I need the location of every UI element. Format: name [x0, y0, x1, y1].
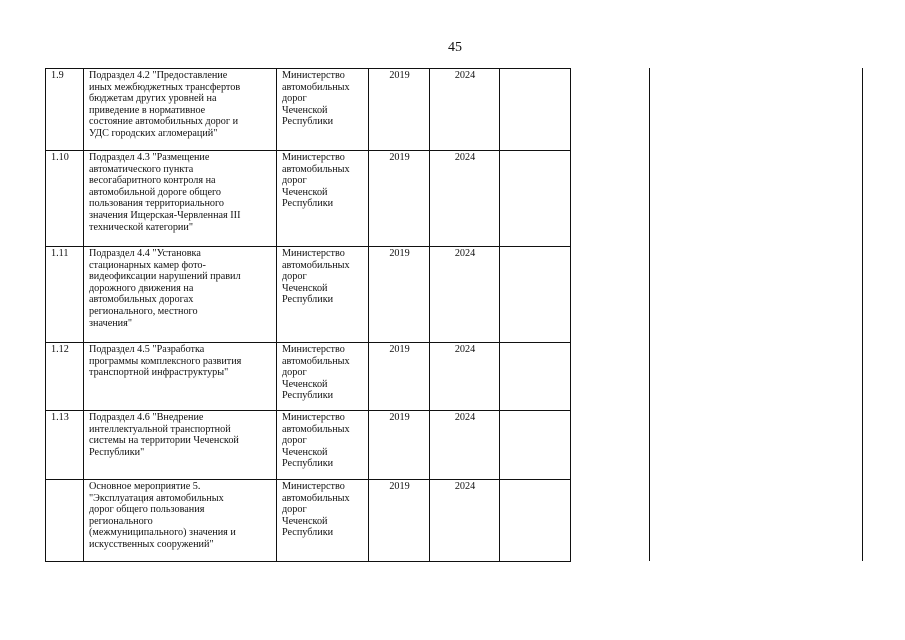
start-year: 2019: [389, 344, 410, 355]
activity-name: Основное мероприятие 5. "Эксплуатация автомобильных дорог общего пользования регионального (межмуниципального) значения и искусственных сооружений": [89, 481, 236, 550]
table-row: [46, 411, 571, 480]
row-number: 1.12: [51, 344, 69, 355]
activity-name-cell: [84, 411, 277, 480]
table-row: [46, 343, 571, 411]
activity-name-cell: [84, 480, 277, 562]
empty-cell: [500, 343, 571, 411]
row-number-cell: [46, 411, 84, 480]
executor-cell: [277, 411, 369, 480]
table-row: [46, 480, 571, 562]
table-row: [46, 69, 571, 151]
start-year: 2019: [389, 412, 410, 423]
executor-name: Министерство автомобильных дорог Чеченской Республики: [282, 481, 350, 539]
start-year-cell: [369, 151, 430, 247]
right-border-line: [862, 68, 863, 561]
executor-cell: [277, 69, 369, 151]
page-number: 45: [448, 40, 462, 55]
activity-name: Подраздел 4.3 "Размещение автоматического пункта весогабаритного контроля на автомобильной дороге общего пользования территориального значения Ищерская-Червленная III технической категории": [89, 152, 241, 233]
end-year-cell: [430, 411, 500, 480]
activity-name: Подраздел 4.4 "Установка стационарных камер фото- видеофиксации нарушений правил дорожного движения на автомобильных дорогах регионального, местного значения": [89, 248, 241, 329]
end-year-cell: [430, 480, 500, 562]
activity-name-cell: [84, 69, 277, 151]
start-year: 2019: [389, 248, 410, 259]
start-year-cell: [369, 411, 430, 480]
start-year-cell: [369, 480, 430, 562]
empty-cell: [500, 69, 571, 151]
row-number: 1.10: [51, 152, 69, 163]
row-number-cell: [46, 247, 84, 343]
activity-name-cell: [84, 247, 277, 343]
executor-cell: [277, 343, 369, 411]
executor-cell: [277, 151, 369, 247]
executor-name: Министерство автомобильных дорог Чеченской Республики: [282, 344, 350, 402]
row-number: 1.11: [51, 248, 69, 259]
start-year-cell: [369, 343, 430, 411]
empty-cell: [500, 151, 571, 247]
executor-name: Министерство автомобильных дорог Чеченской Республики: [282, 70, 350, 128]
executor-name: Министерство автомобильных дорог Чеченской Республики: [282, 248, 350, 306]
executor-cell: [277, 480, 369, 562]
start-year: 2019: [389, 152, 410, 163]
empty-cell: [500, 247, 571, 343]
empty-cell: [500, 411, 571, 480]
end-year-cell: [430, 151, 500, 247]
activity-name: Подраздел 4.2 "Предоставление иных межбюджетных трансфертов бюджетам других уровней на приведение в нормативное состояние автомобильных дорог и УДС городских агломераций": [89, 70, 241, 139]
program-table: [45, 68, 571, 562]
start-year-cell: [369, 69, 430, 151]
activity-name: Подраздел 4.6 "Внедрение интеллектуальной транспортной системы на территории Чеченской Республики": [89, 412, 239, 458]
end-year-cell: [430, 343, 500, 411]
row-number: 1.13: [51, 412, 69, 423]
empty-cell: [500, 480, 571, 562]
row-number: 1.9: [51, 70, 64, 81]
start-year: 2019: [389, 481, 410, 492]
end-year-cell: [430, 247, 500, 343]
table-row: [46, 151, 571, 247]
row-number-cell: [46, 480, 84, 562]
end-year: 2024: [454, 152, 476, 163]
column-divider-line: [649, 68, 650, 561]
start-year: 2019: [389, 70, 410, 81]
row-number-cell: [46, 343, 84, 411]
end-year: 2024: [454, 248, 476, 259]
executor-name: Министерство автомобильных дорог Чеченской Республики: [282, 152, 350, 210]
executor-cell: [277, 247, 369, 343]
activity-name-cell: [84, 151, 277, 247]
row-number-cell: [46, 69, 84, 151]
end-year: 2024: [454, 481, 476, 492]
end-year-cell: [430, 69, 500, 151]
table-row: [46, 247, 571, 343]
executor-name: Министерство автомобильных дорог Чеченской Республики: [282, 412, 350, 470]
activity-name: Подраздел 4.5 "Разработка программы комплексного развития транспортной инфраструктуры": [89, 344, 242, 379]
end-year: 2024: [454, 70, 476, 81]
start-year-cell: [369, 247, 430, 343]
end-year: 2024: [454, 412, 476, 423]
activity-name-cell: [84, 343, 277, 411]
row-number-cell: [46, 151, 84, 247]
end-year: 2024: [454, 344, 476, 355]
